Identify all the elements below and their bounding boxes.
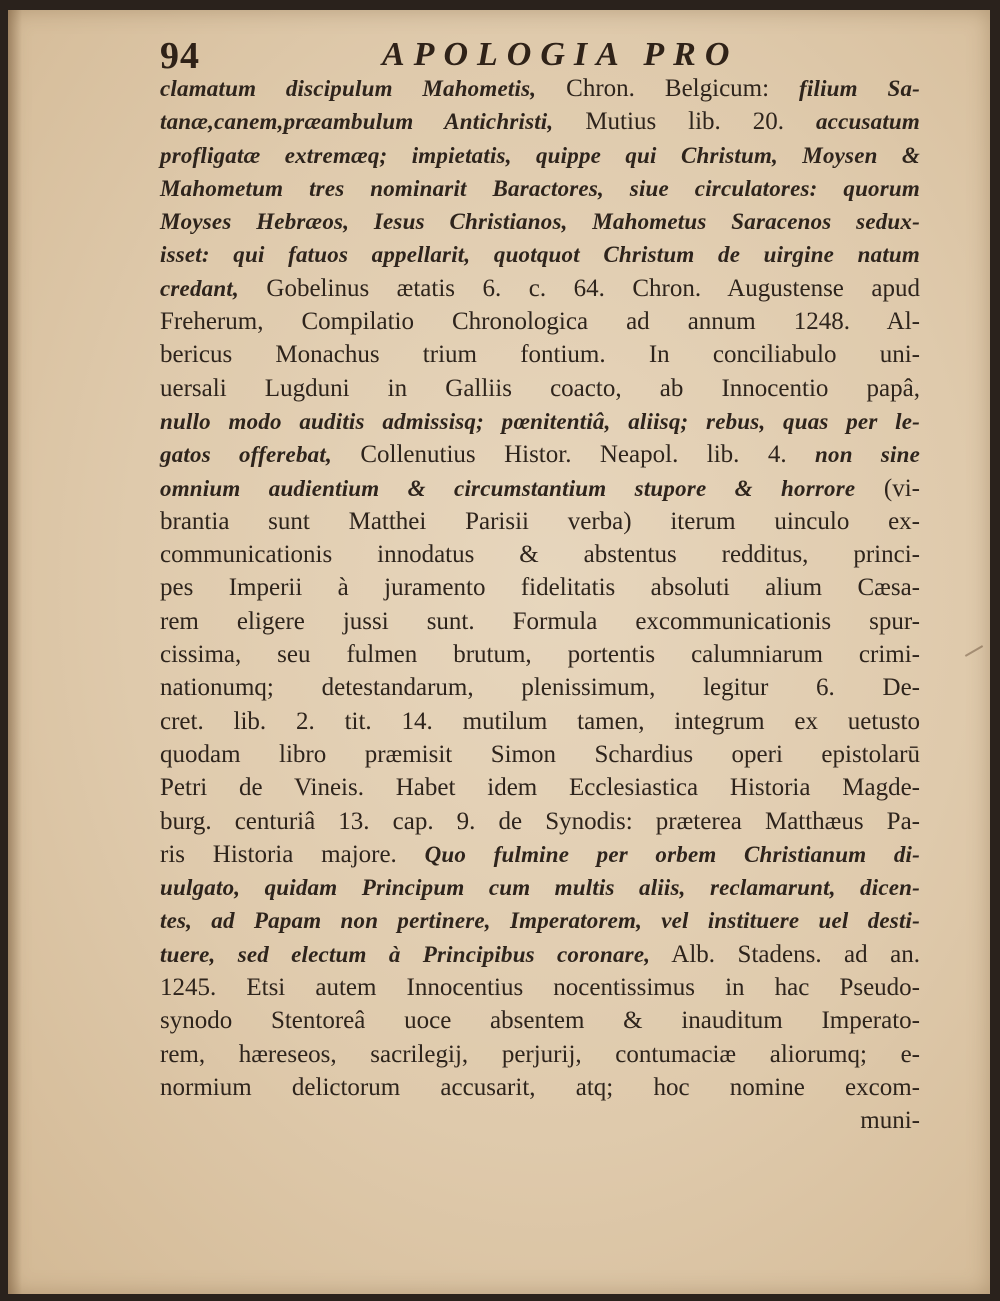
roman-text: muni- <box>860 1107 920 1135</box>
text-line <box>160 205 920 238</box>
roman-text: cissima, seu fulmen brutum, portentis calumniarum crimi- <box>160 641 920 669</box>
text-line <box>160 472 920 505</box>
text-line <box>160 1038 920 1071</box>
roman-text: rem, hæreseos, sacrilegij, perjurij, contumaciæ aliorumq; e- <box>160 1040 920 1068</box>
text-line <box>160 971 920 1004</box>
italic-quotation: uulgato, quidam Principum cum multis aliis, reclamarunt, dicen- <box>160 875 920 901</box>
text-line <box>160 172 920 205</box>
body-text <box>160 72 920 1138</box>
italic-quotation: clamatum discipulum Mahometis, <box>160 76 537 101</box>
text-line <box>160 571 920 604</box>
italic-quotation: isset: qui fatuos appellarit, quotquot Christum de uirgine natum <box>160 242 920 268</box>
text-line <box>160 72 920 105</box>
italic-quotation: Quo fulmine per orbem Christianum di- <box>424 841 921 867</box>
text-line <box>160 805 920 838</box>
text-line <box>160 338 920 371</box>
roman-text: quodam libro præmisit Simon Schardius operi epistolarū <box>160 740 920 768</box>
text-line <box>160 372 920 405</box>
italic-quotation: gatos offerebat, <box>160 442 332 468</box>
roman-text: Freherum, Compilatio Chronologica ad annum 1248. Al- <box>160 308 920 336</box>
text-line <box>160 938 920 971</box>
roman-text: rem eligere jussi sunt. Formula excommunicationis spur- <box>160 607 920 635</box>
italic-quotation: Moyses Hebræos, Iesus Christianos, Mahometus Saracenos sedux- <box>160 209 920 235</box>
text-line <box>160 538 920 571</box>
roman-text: Collenutius Histor. Neapol. lib. 4. <box>331 441 816 469</box>
italic-quotation: accusatum <box>815 109 920 135</box>
text-line <box>160 838 920 871</box>
italic-quotation: tes, ad Papam non pertinere, Imperatorem, vel instituere uel desti- <box>160 908 920 934</box>
roman-text: brantia sunt Matthei Parisii verba) iterum uinculo ex- <box>160 507 920 535</box>
text-line <box>160 305 920 338</box>
text-line <box>160 438 920 471</box>
page-number: 94 <box>160 35 200 77</box>
text-line <box>160 871 920 904</box>
italic-quotation: credant, <box>160 275 239 301</box>
text-line <box>160 738 920 771</box>
roman-text: Alb. Stadens. ad an. <box>650 940 920 968</box>
text-line <box>160 638 920 671</box>
text-line <box>160 1104 920 1137</box>
italic-quotation: profligatæ extremæq; impietatis, quippe qui Christum, Moysen & <box>160 142 920 168</box>
paper-blemish <box>965 645 983 657</box>
italic-quotation: non sine <box>815 442 920 468</box>
roman-text: communicationis innodatus & abstentus redditus, princi- <box>160 541 920 569</box>
roman-text: pes Imperii à juramento fidelitatis absoluti alium Cæsa- <box>160 574 920 602</box>
italic-quotation: nullo modo auditis admissisq; pœnitentiâ, aliisq; rebus, quas per le- <box>160 408 920 434</box>
italic-quotation: omnium audientium & circumstantium stupore & horrore <box>160 475 856 501</box>
italic-quotation: tuere, sed electum à Principibus coronare, <box>160 941 651 967</box>
roman-text: synodo Stentoreâ uoce absentem & inauditum Imperato- <box>160 1007 920 1035</box>
roman-text: Petri de Vineis. Habet idem Ecclesiastica Historia Magde- <box>160 774 920 802</box>
text-line <box>160 505 920 538</box>
italic-quotation: Mahometum tres nominarit Baractores, siue circulatores: quorum <box>160 175 920 201</box>
roman-text: uersali Lugduni in Galliis coacto, ab Innocentio papâ, <box>160 374 920 402</box>
text-line <box>160 705 920 738</box>
running-head: APOLOGIA PRO <box>382 36 739 73</box>
text-line <box>160 1004 920 1037</box>
italic-quotation: tanæ,canem,præambulum Antichristi, <box>160 109 554 135</box>
text-line <box>160 139 920 172</box>
text-line <box>160 105 920 138</box>
text-line <box>160 605 920 638</box>
roman-text: nationumq; detestandarum, plenissimum, legitur 6. De- <box>160 674 920 702</box>
roman-text: normium delictorum accusarit, atq; hoc nomine excom- <box>160 1073 920 1101</box>
roman-text: Gobelinus ætatis 6. c. 64. Chron. Augustense apud <box>238 274 920 302</box>
text-line <box>160 238 920 271</box>
roman-text: Chron. Belgicum: <box>536 75 800 102</box>
text-line <box>160 272 920 305</box>
roman-text: ris Historia majore. <box>160 840 425 868</box>
text-line <box>160 904 920 937</box>
roman-text: bericus Monachus trium fontium. In conciliabulo uni- <box>160 341 920 369</box>
roman-text: cret. lib. 2. tit. 14. mutilum tamen, integrum ex uetusto <box>160 707 920 735</box>
text-line <box>160 1071 920 1104</box>
text-line <box>160 671 920 704</box>
page-gutter-shadow <box>8 10 22 1294</box>
roman-text: (vi- <box>855 474 920 502</box>
italic-quotation: filium Sa- <box>799 76 920 101</box>
roman-text: burg. centuriâ 13. cap. 9. de Synodis: præterea Matthæus Pa- <box>160 807 920 835</box>
text-line <box>160 771 920 804</box>
roman-text: 1245. Etsi autem Innocentius nocentissimus in hac Pseudo- <box>160 974 920 1002</box>
roman-text: Mutius lib. 20. <box>553 108 816 136</box>
text-line <box>160 405 920 438</box>
